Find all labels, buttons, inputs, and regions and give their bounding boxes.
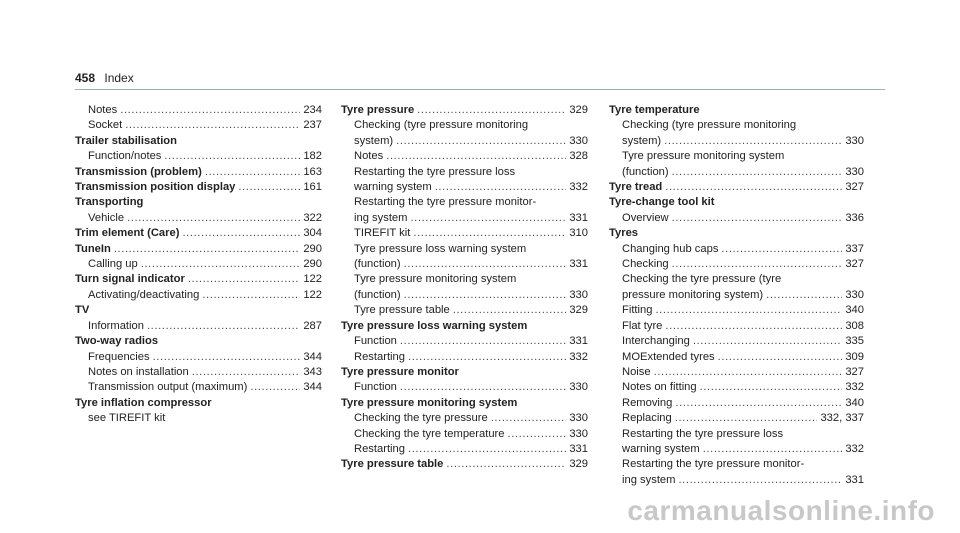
entry-text: Tyre pressure loss warning system	[341, 319, 528, 332]
dot-leader	[404, 257, 567, 272]
page-reference: 322	[303, 211, 322, 224]
page-reference: 330	[845, 288, 864, 301]
entry-text: Restarting the tyre pressure loss	[622, 427, 784, 440]
page-reference: 344	[303, 350, 322, 363]
index-sub-entry	[341, 411, 588, 426]
index-heading-entry	[609, 226, 864, 241]
index-sub-entry	[341, 180, 588, 195]
entry-text: Vehicle	[88, 211, 125, 224]
index-sub-entry	[341, 334, 588, 349]
entry-text: Checking the tyre temperature	[354, 427, 505, 440]
page-reference: 310	[569, 227, 588, 240]
dot-leader	[386, 149, 566, 164]
entry-text: Fitting	[622, 304, 653, 317]
dot-leader	[508, 427, 567, 442]
page-reference: 330	[569, 381, 588, 394]
index-sub-entry	[609, 242, 864, 257]
dot-leader	[114, 242, 300, 257]
index-sub-entry	[609, 365, 864, 380]
entry-text: Tyre pressure table	[341, 458, 444, 471]
entry-text: warning system	[622, 442, 700, 455]
index-sub-entry	[609, 149, 864, 164]
dot-leader	[400, 334, 566, 349]
entry-text: system)	[354, 134, 394, 147]
entry-text: Interchanging	[622, 335, 690, 348]
index-sub-entry	[75, 288, 322, 303]
entry-text: Tyre pressure table	[354, 304, 450, 317]
dot-leader	[192, 365, 301, 380]
dot-leader	[678, 473, 842, 488]
dot-leader	[718, 350, 843, 365]
page-number: 458	[75, 71, 96, 85]
page-reference: 290	[303, 258, 322, 271]
entry-text: Trim element (Care)	[75, 227, 180, 240]
dot-leader	[408, 442, 566, 457]
index-sub-entry	[75, 149, 322, 164]
index-sub-entry	[75, 211, 322, 226]
entry-text: Activating/deactivating	[88, 288, 200, 301]
dot-leader	[238, 180, 300, 195]
index-sub-entry	[341, 118, 588, 133]
page-reference: 308	[845, 319, 864, 332]
index-sub-entry	[341, 211, 588, 226]
index-sub-entry	[609, 165, 864, 180]
entry-text: see TIREFIT kit	[88, 412, 166, 425]
section-title: Index	[104, 71, 134, 85]
dot-leader	[675, 396, 842, 411]
page-reference: 234	[303, 104, 322, 116]
index-sub-entry	[609, 473, 864, 488]
dot-leader	[396, 134, 566, 149]
dot-leader	[182, 226, 300, 241]
dot-leader	[417, 103, 566, 118]
page-reference: 182	[303, 150, 322, 163]
entry-text: Overview	[622, 211, 669, 224]
entry-text: Checking (tyre pressure monitoring	[354, 119, 529, 132]
index-heading-entry	[75, 195, 322, 210]
entry-text: Function	[354, 381, 397, 394]
page-reference: 329	[569, 458, 588, 471]
dot-leader	[672, 165, 843, 180]
page-reference: 332	[569, 181, 588, 194]
entry-text: ing system	[622, 473, 676, 486]
index-sub-entry	[341, 288, 588, 303]
entry-text: Checking (tyre pressure monitoring	[622, 119, 797, 132]
entry-text: Checking	[622, 258, 669, 271]
page-reference: 336	[845, 211, 864, 224]
page-reference: 337	[845, 242, 864, 255]
page-reference: 329	[569, 104, 588, 116]
index-sub-entry	[341, 380, 588, 395]
entry-text: Restarting	[354, 442, 405, 455]
index-sub-entry	[341, 226, 588, 241]
index-heading-entry	[75, 303, 322, 318]
page-reference: 122	[303, 288, 322, 301]
index-column-2	[341, 103, 588, 473]
index-sub-entry	[609, 257, 864, 272]
entry-text: Tyre inflation compressor	[75, 396, 212, 409]
page-reference: 309	[845, 350, 864, 363]
entry-text: Trailer stabilisation	[75, 134, 177, 147]
index-sub-entry	[609, 411, 864, 426]
index-heading-entry	[75, 334, 322, 349]
index-sub-entry	[341, 442, 588, 457]
page-reference: 331	[845, 473, 864, 486]
entry-text: Checking the tyre pressure (tyre	[622, 273, 782, 286]
page-reference: 332	[569, 350, 588, 363]
page-reference: 340	[845, 304, 864, 317]
dot-leader	[700, 380, 843, 395]
entry-text: pressure monitoring system)	[622, 288, 764, 301]
dot-leader	[665, 319, 842, 334]
dot-leader	[703, 442, 843, 457]
dot-leader	[410, 211, 566, 226]
entry-text: Checking the tyre pressure	[354, 412, 488, 425]
entry-text: Tyre pressure	[341, 104, 415, 116]
index-sub-entry	[341, 350, 588, 365]
index-sub-entry	[75, 380, 322, 395]
dot-leader	[408, 350, 566, 365]
page-reference: 330	[845, 165, 864, 178]
index-sub-entry	[75, 350, 322, 365]
entry-text: Notes	[88, 104, 118, 116]
index-sub-entry	[609, 396, 864, 411]
entry-text: MOExtended tyres	[622, 350, 715, 363]
entry-text: Tyre pressure monitor	[341, 365, 459, 378]
dot-leader	[413, 226, 566, 241]
index-sub-entry	[609, 272, 864, 287]
dot-leader	[250, 380, 300, 395]
page-reference: 327	[845, 181, 864, 194]
page-reference: 331	[569, 211, 588, 224]
entry-text: Tyre tread	[609, 181, 663, 194]
index-heading-entry	[75, 396, 322, 411]
index-sub-entry	[75, 257, 322, 272]
entry-text: Notes on installation	[88, 365, 189, 378]
entry-text: (function)	[354, 288, 401, 301]
index-sub-entry	[609, 303, 864, 318]
index-heading-entry	[75, 242, 322, 257]
dot-leader	[125, 118, 300, 133]
entry-text: TIREFIT kit	[354, 227, 411, 240]
entry-text: Function/notes	[88, 150, 162, 163]
index-sub-entry	[341, 272, 588, 287]
page-reference: 331	[569, 258, 588, 271]
dot-leader	[693, 334, 843, 349]
page-reference: 287	[303, 319, 322, 332]
index-sub-entry	[341, 303, 588, 318]
entry-text: Tyres	[609, 227, 639, 240]
entry-text: ing system	[354, 211, 408, 224]
dot-leader	[721, 242, 842, 257]
dot-leader	[675, 411, 818, 426]
entry-text: Tyre pressure monitoring system	[622, 150, 785, 163]
index-sub-entry	[609, 288, 864, 303]
entry-text: Frequencies	[88, 350, 150, 363]
dot-leader	[202, 288, 300, 303]
dot-leader	[164, 149, 300, 164]
index-sub-entry	[75, 411, 322, 426]
page-reference: 290	[303, 242, 322, 255]
index-heading-entry	[341, 396, 588, 411]
page-header	[75, 71, 134, 85]
entry-text: system)	[622, 134, 662, 147]
entry-text: Restarting	[354, 350, 405, 363]
entry-text: Transmission position display	[75, 181, 236, 194]
index-heading-entry	[341, 457, 588, 472]
entry-text: Changing hub caps	[622, 242, 719, 255]
entry-text: Socket	[88, 119, 123, 132]
index-sub-entry	[75, 118, 322, 133]
entry-text: Transporting	[75, 196, 144, 209]
page-reference: 330	[845, 134, 864, 147]
watermark-logo: carmanualsonline.info	[627, 495, 935, 526]
index-sub-entry	[609, 457, 864, 472]
index-heading-entry	[75, 226, 322, 241]
entry-text: Transmission (problem)	[75, 165, 202, 178]
entry-text: TuneIn	[75, 242, 111, 255]
index-sub-entry	[341, 195, 588, 210]
index-sub-entry	[609, 334, 864, 349]
page-reference: 330	[569, 288, 588, 301]
entry-text: Tyre-change tool kit	[609, 196, 715, 209]
page-reference: 330	[569, 412, 588, 425]
dot-leader	[188, 272, 301, 287]
dot-leader	[766, 288, 842, 303]
dot-leader	[664, 134, 842, 149]
dot-leader	[127, 211, 300, 226]
dot-leader	[404, 288, 567, 303]
page-reference: 163	[303, 165, 322, 178]
dot-leader	[147, 319, 300, 334]
index-sub-entry	[75, 103, 322, 118]
index-sub-entry	[609, 427, 864, 442]
dot-leader	[672, 211, 843, 226]
entry-text: Restarting the tyre pressure loss	[354, 165, 516, 178]
index-heading-entry	[75, 272, 322, 287]
index-sub-entry	[341, 427, 588, 442]
entry-text: Removing	[622, 396, 673, 409]
dot-leader	[672, 257, 843, 272]
index-sub-entry	[609, 442, 864, 457]
page-reference: 332	[845, 442, 864, 455]
header-divider	[75, 89, 885, 90]
index-sub-entry	[609, 118, 864, 133]
entry-text: Restarting the tyre pressure monitor-	[354, 196, 537, 209]
index-sub-entry	[341, 257, 588, 272]
entry-text: Restarting the tyre pressure monitor-	[622, 458, 805, 471]
entry-text: TV	[75, 304, 90, 317]
index-heading-entry	[341, 319, 588, 334]
entry-text: Information	[88, 319, 144, 332]
entry-text: Noise	[622, 365, 651, 378]
index-sub-entry	[341, 242, 588, 257]
entry-text: Function	[354, 335, 397, 348]
dot-leader	[435, 180, 567, 195]
index-sub-entry	[341, 165, 588, 180]
entry-text: Turn signal indicator	[75, 273, 185, 286]
dot-leader	[205, 165, 301, 180]
entry-text: Calling up	[88, 258, 138, 271]
dot-leader	[446, 457, 566, 472]
dot-leader	[655, 303, 842, 318]
page-reference: 327	[845, 365, 864, 378]
index-heading-entry	[75, 180, 322, 195]
page-reference: 328	[569, 150, 588, 163]
page-reference: 343	[303, 365, 322, 378]
dot-leader	[153, 350, 301, 365]
index-sub-entry	[609, 211, 864, 226]
page-reference: 331	[569, 442, 588, 455]
entry-text: Replacing	[622, 412, 672, 425]
index-heading-entry	[341, 103, 588, 118]
entry-text: Tyre pressure loss warning system	[354, 242, 527, 255]
entry-text: Transmission output (maximum)	[88, 381, 248, 394]
dot-leader	[141, 257, 301, 272]
entry-text: Tyre pressure monitoring system	[354, 273, 517, 286]
page-reference: 329	[569, 304, 588, 317]
index-sub-entry	[609, 380, 864, 395]
page-reference: 327	[845, 258, 864, 271]
page-reference: 340	[845, 396, 864, 409]
page-reference: 344	[303, 381, 322, 394]
page-reference: 330	[569, 134, 588, 147]
index-heading-entry	[75, 134, 322, 149]
entry-text: (function)	[622, 165, 669, 178]
index-sub-entry	[609, 319, 864, 334]
index-column-3	[609, 103, 864, 488]
dot-leader	[665, 180, 842, 195]
index-sub-entry	[75, 319, 322, 334]
page-reference: 304	[303, 227, 322, 240]
index-sub-entry	[609, 350, 864, 365]
dot-leader	[453, 303, 567, 318]
entry-text: Flat tyre	[622, 319, 663, 332]
dot-leader	[654, 365, 843, 380]
index-sub-entry	[341, 134, 588, 149]
page-reference: 331	[569, 335, 588, 348]
entry-text: Notes	[354, 150, 384, 163]
page-reference: 332	[845, 381, 864, 394]
index-sub-entry	[341, 149, 588, 164]
page-reference: 237	[303, 119, 322, 132]
entry-text: Two-way radios	[75, 335, 159, 348]
page-reference: 330	[569, 427, 588, 440]
index-heading-entry	[609, 103, 864, 118]
entry-text: Tyre pressure monitoring system	[341, 396, 518, 409]
page-reference: 122	[303, 273, 322, 286]
index-heading-entry	[609, 195, 864, 210]
dot-leader	[120, 103, 300, 118]
entry-text: Tyre temperature	[609, 104, 700, 116]
index-heading-entry	[75, 165, 322, 180]
entry-text: Notes on fitting	[622, 381, 697, 394]
index-sub-entry	[75, 365, 322, 380]
page-reference: 161	[303, 181, 322, 194]
entry-text: warning system	[354, 181, 432, 194]
dot-leader	[491, 411, 567, 426]
index-heading-entry	[609, 180, 864, 195]
index-sub-entry	[609, 134, 864, 149]
index-column-1	[75, 103, 322, 427]
index-heading-entry	[341, 365, 588, 380]
dot-leader	[400, 380, 566, 395]
page-reference: 332, 337	[820, 412, 864, 425]
page-reference: 335	[845, 335, 864, 348]
entry-text: (function)	[354, 258, 401, 271]
